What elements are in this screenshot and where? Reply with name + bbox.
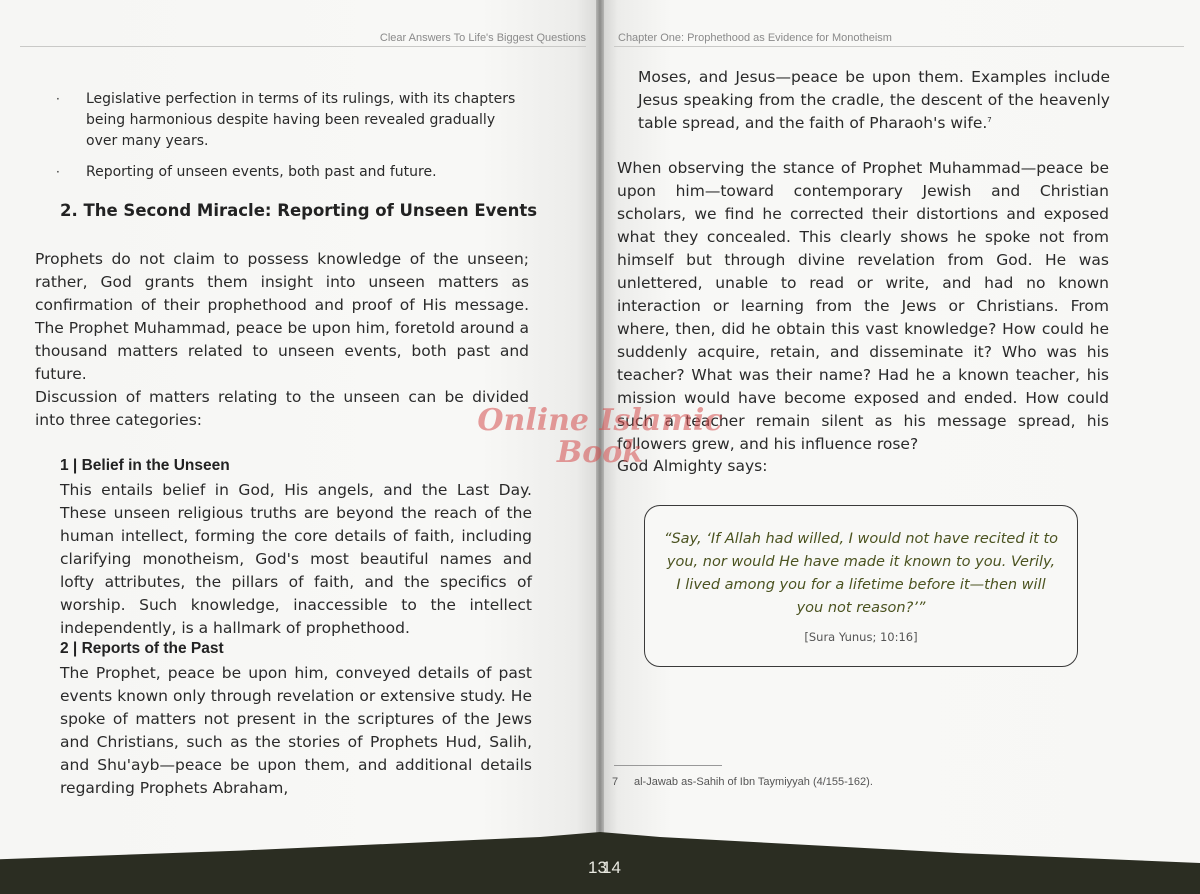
section-heading: 2. The Second Miracle: Reporting of Unseen Events xyxy=(60,201,538,220)
footnote-reference: 7 xyxy=(987,115,992,124)
bullet-list xyxy=(56,89,526,193)
paragraph: Discussion of matters relating to the unseen can be divided into three categories: xyxy=(35,388,529,429)
quote-source: [Sura Yunus; 10:16] xyxy=(804,630,918,644)
paragraph-text: Moses, and Jesus—peace be upon them. Examples include Jesus speaking from the cradle, the descent of the heavenly table spread, and the faith of Pharaoh's wife. xyxy=(638,68,1110,132)
bullet-item xyxy=(56,162,526,183)
left-running-head: Clear Answers To Life's Biggest Questions xyxy=(379,32,586,44)
bullet-text: Reporting of unseen events, both past and future. xyxy=(86,164,437,180)
bullet-marker: · xyxy=(56,92,60,106)
watermark-line: Book xyxy=(556,435,644,470)
quote-box xyxy=(644,505,1078,667)
bullet-item xyxy=(56,89,526,152)
footnote-number: 7 xyxy=(612,776,619,788)
paragraph xyxy=(638,66,1110,135)
footnote-rule xyxy=(614,765,722,766)
right-page xyxy=(600,0,1200,894)
paragraph: Prophets do not claim to possess knowledge of the unseen; rather, God grants them insight into unseen matters as confirmation of their prophethood and proof of His message. The Prophet Muhammad, peace be upon him, foretold around a thousand matters related to unseen events, both past and future. xyxy=(35,250,529,383)
quote-text: “Say, ‘If Allah had willed, I would not have recited it to you, nor would He have made it known to you. Verily, I lived among you for a lifetime before it—then will you not reason?’” xyxy=(663,531,1059,616)
subheading-belief-unseen: 1 | Belief in the Unseen xyxy=(60,457,230,474)
right-header-rule xyxy=(614,46,1184,47)
paragraph: This entails belief in God, His angels, and the Last Day. These unseen religious truths are beyond the reach of the human intellect, forming the core details of faith, including clarifying monotheism, God's most beautiful names and lofty attributes, the pillars of faith, and the specifics of worship. Such knowledge, inaccessible to the intellect independently, is a hallmark of prophethood. xyxy=(60,481,532,637)
book-gutter xyxy=(596,0,604,894)
watermark-line: Online Islamic xyxy=(477,403,723,438)
left-header-rule xyxy=(20,46,586,47)
subheading-reports-past: 2 | Reports of the Past xyxy=(60,640,224,657)
footnote xyxy=(612,776,873,788)
paragraph: The Prophet, peace be upon him, conveyed details of past events known only through revelation or extensive study. He spoke of matters not present in the scriptures of the Jews and Christians, such as the stories of Prophets Hud, Salih, and Shu'ayb—peace be upon them, and additional details regarding Prophets Abraham, xyxy=(60,664,532,797)
bullet-marker: · xyxy=(56,165,60,179)
paragraph: When observing the stance of Prophet Muhammad—peace be upon him—toward contemporary Jewish and Christian scholars, we find he corrected their distortions and exposed what they concealed. This clearly shows he spoke not from himself but through divine revelation from God. He was unlettered, unable to read or write, and had no known interaction or learning from the Jews or Christians. From where, then, did he obtain this vast knowledge? How could he suddenly acquire, retain, and disseminate it? Who was his teacher? What was their name? Had he a known teacher, his mission would have become exposed and ended. How could such a teacher remain silent as his message spread, his followers grew, and his influence rose? xyxy=(617,159,1109,453)
right-running-head: Chapter One: Prophethood as Evidence for Monotheism xyxy=(618,32,892,44)
quote-intro: God Almighty says: xyxy=(617,457,768,475)
footnote-text: al-Jawab as-Sahih of Ibn Taymiyyah (4/155-162). xyxy=(634,776,873,788)
right-page-number: 14 xyxy=(602,858,621,877)
left-page-number: 13 xyxy=(588,858,607,877)
bullet-text: Legislative perfection in terms of its rulings, with its chapters being harmonious despite having been revealed gradually over many years. xyxy=(86,91,516,149)
